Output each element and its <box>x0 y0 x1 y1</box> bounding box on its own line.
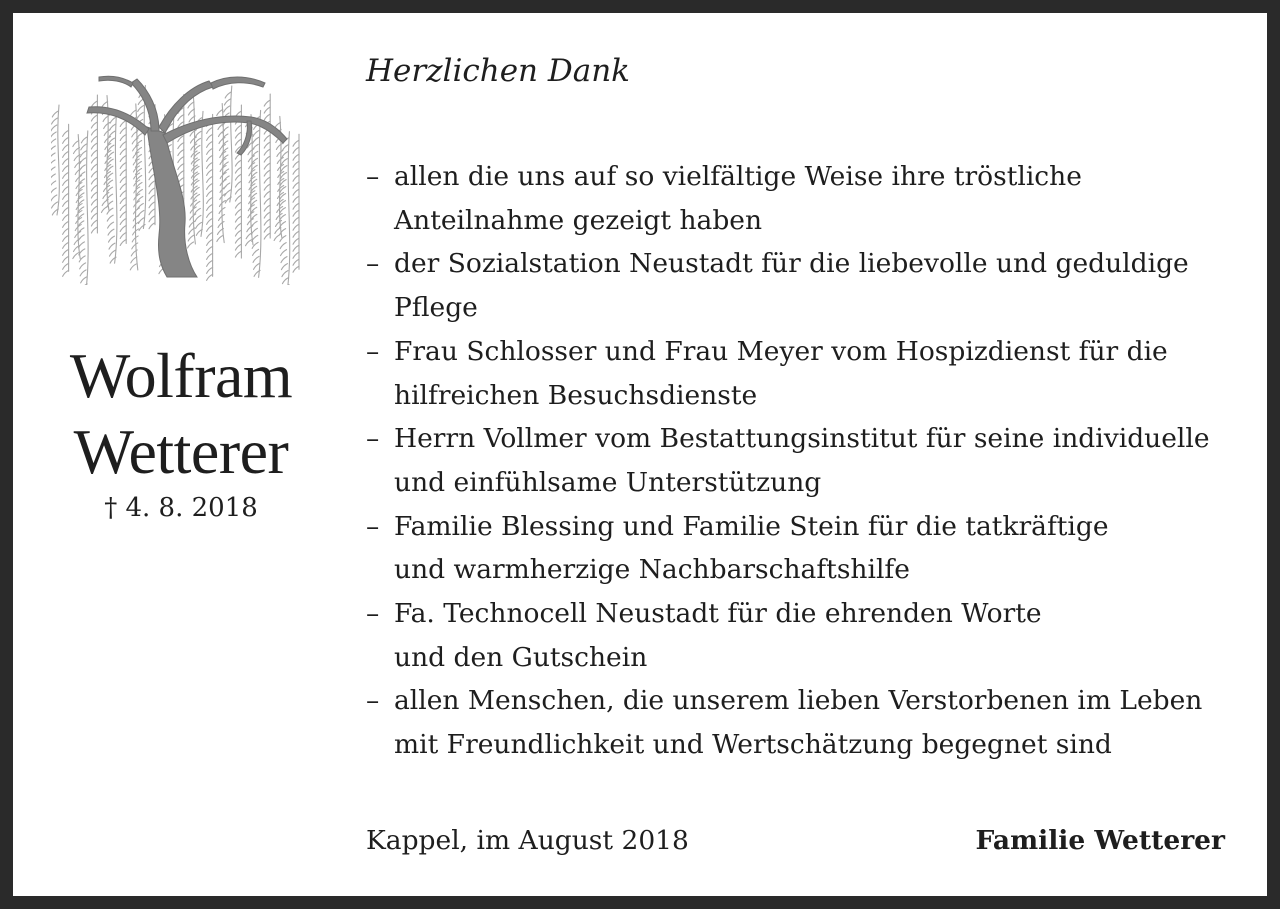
thanks-item <box>366 155 1246 242</box>
deceased-last-name: Wetterer <box>73 416 289 487</box>
thanks-item <box>366 242 1246 329</box>
thanks-line: hilfreichen Besuchsdienste <box>394 379 758 411</box>
dash: – <box>366 335 380 367</box>
thanks-line: Pflege <box>394 292 478 324</box>
thanks-line: Anteilnahme gezeigt haben <box>394 204 763 236</box>
dash: – <box>366 248 380 280</box>
dash: – <box>366 598 380 630</box>
thanks-line: Familie Blessing und Familie Stein für die tatkräftige <box>394 510 1109 542</box>
weeping-willow-icon <box>51 55 313 285</box>
obituary-card <box>13 13 1267 896</box>
place-date: Kappel, im August 2018 <box>366 825 689 856</box>
thanks-item <box>366 417 1246 504</box>
dash: – <box>366 685 380 717</box>
thanks-line: Frau Schlosser und Frau Meyer vom Hospizdienst für die <box>394 335 1168 367</box>
death-date: † 4. 8. 2018 <box>104 493 258 523</box>
thanks-line: allen Menschen, die unserem lieben Verstorbenen im Leben <box>394 685 1203 717</box>
dash: – <box>366 423 380 455</box>
dash: – <box>366 161 380 192</box>
signature: Familie Wetterer <box>975 825 1225 856</box>
thanks-item <box>366 679 1246 766</box>
dash: – <box>366 510 380 542</box>
thanks-line: allen die uns auf so vielfältige Weise ihre tröstliche <box>394 161 1082 192</box>
thanks-line: und warmherzige Nachbarschaftshilfe <box>394 554 910 586</box>
thanks-item <box>366 592 1246 679</box>
deceased-name <box>13 338 349 490</box>
deceased-first-name: Wolfram <box>69 340 293 411</box>
thanks-item <box>366 330 1246 417</box>
thanks-list <box>366 155 1246 767</box>
thanks-item <box>366 505 1246 592</box>
thanks-line: der Sozialstation Neustadt für die liebevolle und geduldige <box>394 248 1189 280</box>
thanks-line: und einfühlsame Unterstützung <box>394 466 822 498</box>
thanks-line: Herrn Vollmer vom Bestattungsinstitut für seine individuelle <box>394 423 1210 455</box>
heading: Herzlichen Dank <box>366 53 630 89</box>
thanks-line: Fa. Technocell Neustadt für die ehrenden Worte <box>394 598 1042 630</box>
thanks-line: mit Freundlichkeit und Wertschätzung begegnet sind <box>394 729 1112 761</box>
thanks-line: und den Gutschein <box>394 641 648 673</box>
